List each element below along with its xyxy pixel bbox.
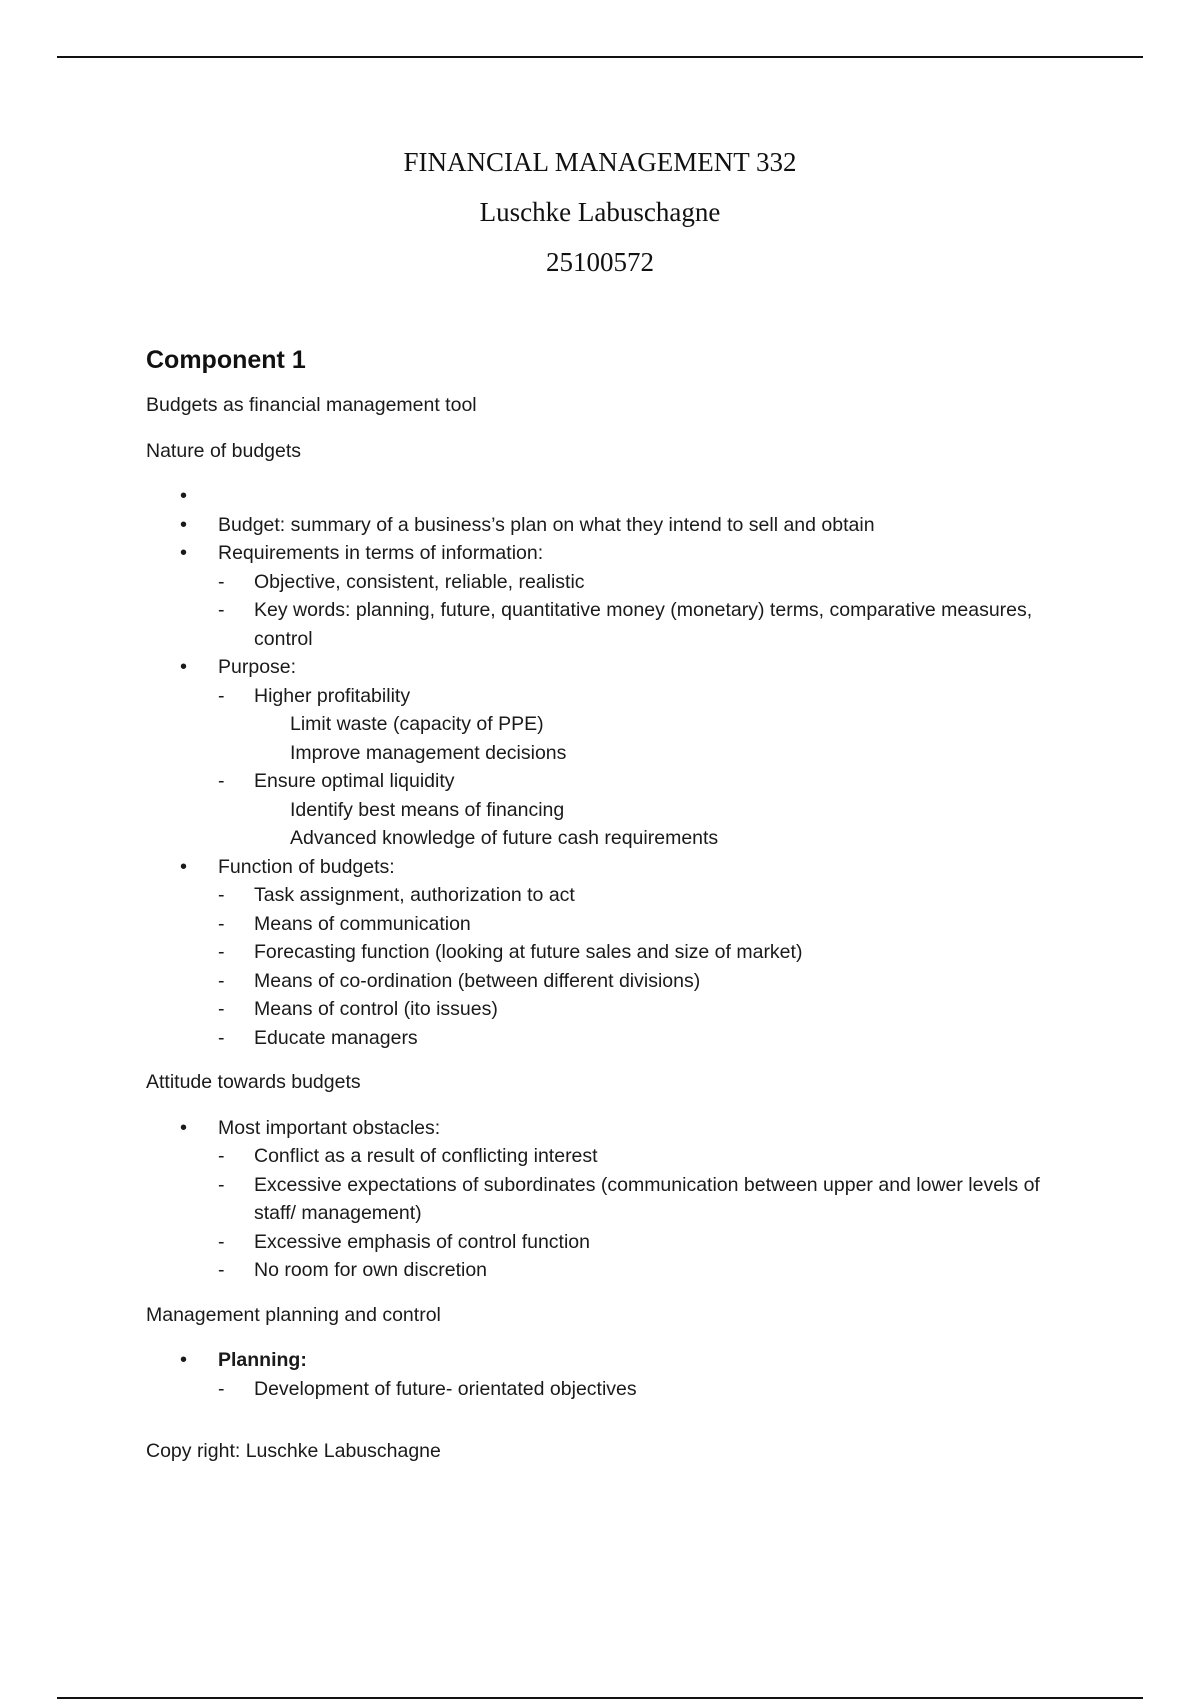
detail-item: Improve management decisions	[290, 741, 567, 764]
detail-item: Advanced knowledge of future cash requirements	[290, 827, 719, 849]
planning-bullet-list	[146, 1346, 1086, 1403]
sub-item-text: Higher profitability	[254, 684, 411, 707]
sub-item-profitability	[218, 682, 1086, 768]
bullet-item-requirements	[146, 539, 1086, 653]
bullet-text: Planning:	[218, 1349, 307, 1371]
requirements-sublist	[218, 568, 1086, 654]
section-heading-nature: Nature of budgets	[146, 439, 302, 462]
bullet-item-blank	[146, 482, 1086, 511]
student-number: 25100572	[546, 247, 654, 277]
sub-item: - Excessive emphasis of control function	[218, 1228, 1086, 1257]
detail-item: Identify best means of financing	[290, 798, 565, 821]
bullet-text: Requirements in terms of information:	[218, 542, 544, 564]
sub-item: - Key words: planning, future, quantitative money (monetary) terms, comparative measures, control	[218, 596, 1086, 653]
sub-item-text: Ensure optimal liquidity	[254, 770, 455, 792]
bullet-item-function	[146, 853, 1086, 1053]
bullet-item-planning	[146, 1346, 1086, 1403]
document-body	[146, 343, 1086, 1483]
top-rule	[57, 56, 1143, 58]
sub-item: - Development of future- orientated objectives	[218, 1375, 1086, 1404]
purpose-sublist	[218, 682, 1086, 853]
bullet-text: Budget: summary of a business’s plan on what they intend to sell and obtain	[218, 513, 875, 536]
author-name: Luschke Labuschagne	[479, 197, 721, 227]
copyright-note: Copy right: Luschke Labuschagne	[146, 1440, 441, 1462]
section-heading-planning-control: Management planning and control	[146, 1303, 441, 1326]
planning-sublist	[218, 1375, 1086, 1404]
section-heading-attitude: Attitude towards budgets	[146, 1071, 361, 1093]
function-sublist	[218, 881, 1086, 1052]
liquidity-details	[254, 796, 1086, 853]
sub-item-liquidity	[218, 767, 1086, 853]
sub-item: - No room for own discretion	[218, 1256, 1086, 1285]
bullet-item-budget-definition	[146, 511, 1086, 540]
attitude-bullet-list	[146, 1114, 1086, 1285]
bottom-rule	[57, 1697, 1143, 1699]
sub-item: - Excessive expectations of subordinates (communication between upper and lower levels of staff/ management)	[218, 1171, 1086, 1228]
component-subtitle: Budgets as financial management tool	[146, 394, 477, 416]
obstacles-sublist	[218, 1142, 1086, 1285]
bullet-item-obstacles	[146, 1114, 1086, 1285]
component-title: Component 1	[146, 346, 306, 374]
sub-item: - Conflict as a result of conflicting interest	[218, 1142, 1086, 1171]
sub-item: - Means of communication	[218, 910, 1086, 939]
nature-bullet-list	[146, 482, 1086, 1052]
sub-item: - Means of co-ordination (between different divisions)	[218, 967, 1086, 996]
course-title: FINANCIAL MANAGEMENT 332	[403, 147, 797, 177]
bullet-item-purpose	[146, 653, 1086, 853]
bullet-text: Function of budgets:	[218, 855, 395, 878]
sub-item: - Educate managers	[218, 1024, 1086, 1053]
sub-item: - Forecasting function (looking at future sales and size of market)	[218, 938, 1086, 967]
profitability-details	[254, 710, 1086, 767]
bullet-text: Most important obstacles:	[218, 1116, 441, 1139]
document-header	[0, 142, 1200, 292]
detail-item: Limit waste (capacity of PPE)	[290, 713, 544, 735]
bullet-text: Purpose:	[218, 656, 297, 678]
sub-item: - Task assignment, authorization to act	[218, 881, 1086, 910]
sub-item: - Means of control (ito issues)	[218, 995, 1086, 1024]
sub-item: - Objective, consistent, reliable, realistic	[218, 568, 1086, 597]
